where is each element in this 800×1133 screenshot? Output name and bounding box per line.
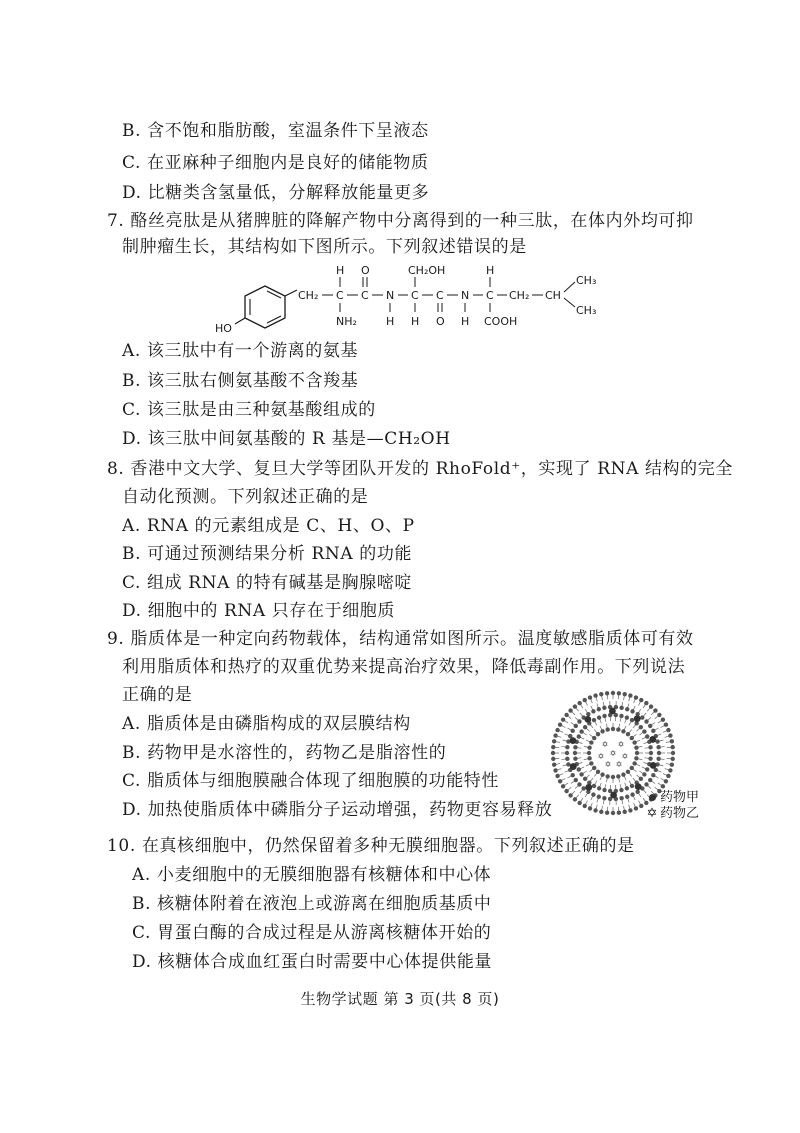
phospholipid-head: [670, 739, 674, 743]
q8-option-a: A. RNA 的元素组成是 C、H、O、P: [122, 516, 415, 536]
phospholipid-head: [656, 745, 660, 749]
phospholipid-head: [666, 728, 670, 732]
phospholipid-head: [591, 792, 595, 796]
phospholipid-head: [628, 808, 632, 812]
phospholipid-head: [599, 810, 603, 814]
phospholipid-head: [579, 772, 583, 776]
phospholipid-head: [577, 801, 581, 805]
phospholipid-head: [561, 717, 565, 721]
phospholipid-head: [632, 761, 636, 765]
phospholipid-head: [630, 736, 634, 740]
phospholipid-head: [648, 778, 652, 782]
phospholipid-head: [553, 733, 557, 737]
phospholipid-head: [564, 713, 568, 717]
carbonyl-carbon-2: C: [436, 289, 444, 302]
nh2-group: NH₂: [336, 315, 357, 328]
phospholipid-head: [553, 768, 557, 772]
drug-b-star-icon: ✡: [646, 806, 658, 821]
phospholipid-head: [648, 724, 652, 728]
phospholipid-head: [565, 745, 569, 749]
phospholipid-head: [592, 766, 596, 770]
q7-stem-line1: 7. 酪丝亮肽是从猪脾脏的降解产物中分离得到的一种三肽，在体内外均可抑: [107, 211, 694, 231]
phospholipid-head: [630, 792, 634, 796]
ch2oh-group: CH₂OH: [408, 264, 446, 277]
phospholipid-head: [583, 804, 587, 808]
q9-option-a: A. 脂质体是由磷脂构成的双层膜结构: [122, 714, 411, 734]
phospholipid-head: [619, 796, 623, 800]
drug-a-dot: [569, 737, 576, 744]
phospholipid-head: [651, 729, 655, 733]
q10-option-a: A. 小麦细胞中的无膜细胞器有核糖体和中心体: [132, 865, 492, 885]
q9-stem-line1: 9. 脂质体是一种定向药物载体，结构通常如图所示。温度敏感脂质体可有效: [107, 629, 694, 649]
phospholipid-head: [628, 693, 632, 697]
phospholipid-head: [573, 751, 577, 755]
q10-option-b: B. 核糖体附着在液泡上或游离在细胞质基质中: [132, 894, 492, 914]
q9-option-c: C. 脂质体与细胞膜融合体现了细胞膜的功能特性: [122, 771, 500, 791]
phospholipid-head: [564, 789, 568, 793]
benzene-ring: [245, 286, 285, 328]
phospholipid-head: [657, 751, 661, 755]
phospholipid-head: [664, 723, 668, 727]
phospholipid-head: [589, 740, 593, 744]
phospholipid-head: [625, 707, 629, 711]
phospholipid-head: [592, 718, 596, 722]
phospholipid-head: [648, 745, 652, 749]
phospholipid-head: [596, 770, 600, 774]
phospholipid-head: [616, 774, 620, 778]
phospholipid-head: [657, 713, 661, 717]
phospholipid-head: [592, 784, 596, 788]
phospholipid-head: [577, 719, 581, 723]
phospholipid-head: [621, 729, 625, 733]
phospholipid-head: [583, 777, 587, 781]
q9-option-b: B. 药物甲是水溶性的，药物乙是脂溶性的: [122, 743, 447, 763]
drug-a-dot-icon: [649, 794, 656, 801]
phospholipid-head: [605, 691, 609, 695]
phospholipid-head: [670, 763, 674, 767]
drug-a-dot: [585, 784, 592, 791]
q8-option-c: C. 组成 RNA 的特有碱基是胸腺嘧啶: [122, 573, 412, 593]
phospholipid-head: [555, 728, 559, 732]
phospholipid-head: [668, 733, 672, 737]
phospholipid-head: [642, 772, 646, 776]
phospholipid-head: [611, 775, 615, 779]
phospholipid-head: [642, 729, 646, 733]
phospholipid-head: [661, 784, 665, 788]
phospholipid-head: [593, 808, 597, 812]
q8-option-b: B. 可通过预测结果分析 RNA 的功能: [122, 544, 413, 564]
legend-drug-a-label: 药物甲: [660, 790, 700, 805]
phospholipid-head: [645, 734, 649, 738]
phospholipid-head: [611, 727, 615, 731]
phospholipid-head: [577, 734, 581, 738]
phospholipid-head: [625, 715, 629, 719]
phospholipid-head: [671, 751, 675, 755]
q9-stem-line2: 利用脂质体和热疗的双重优势来提高治疗效果，降低毒副作用。下列说法: [122, 657, 686, 677]
phospholipid-head: [639, 725, 643, 729]
phospholipid-head: [644, 701, 648, 705]
h-bottom-3: H: [461, 315, 470, 328]
drug-b-star: ✡: [615, 760, 623, 769]
alpha-carbon-1: C: [336, 289, 344, 302]
phospholipid-head: [565, 751, 569, 755]
phospholipid-head: [551, 745, 555, 749]
phospholipid-head: [588, 806, 592, 810]
phospholipid-head: [602, 706, 606, 710]
phospholipid-head: [648, 756, 652, 760]
phospholipid-head: [605, 774, 609, 778]
alpha-carbon-3: C: [486, 289, 494, 302]
phospholipid-head: [632, 740, 636, 744]
o-bottom: O: [436, 315, 445, 328]
phospholipid-head: [555, 774, 559, 778]
phospholipid-head: [577, 782, 581, 786]
drug-b-star: ✡: [601, 740, 609, 749]
phospholipid-head: [666, 774, 670, 778]
phospholipid-head: [558, 723, 562, 727]
phospholipid-head: [623, 692, 627, 696]
phospholipid-head: [639, 804, 643, 808]
phospholipid-head: [577, 767, 581, 771]
h-bottom-2: H: [411, 315, 420, 328]
q10-option-c: C. 胃蛋白酶的合成过程是从游离核糖体开始的: [132, 923, 492, 943]
phospholipid-head: [619, 706, 623, 710]
phospholipid-head: [600, 772, 604, 776]
phospholipid-head: [591, 709, 595, 713]
phospholipid-head: [573, 756, 577, 760]
phospholipid-head: [619, 714, 623, 718]
phospholipid-head: [593, 693, 597, 697]
drug-b-star: ✡: [621, 752, 629, 761]
phospholipid-head: [558, 779, 562, 783]
phospholipid-head: [570, 729, 574, 733]
phospholipid-head: [597, 786, 601, 790]
tripeptide-structure-diagram: [205, 262, 625, 340]
phospholipid-head: [630, 718, 634, 722]
phospholipid-head: [617, 691, 621, 695]
phospholipid-head: [597, 795, 601, 799]
phospholipid-head: [586, 712, 590, 716]
phospholipid-head: [597, 707, 601, 711]
q7-option-d: D. 该三肽中间氨基酸的 R 基是—CH₂OH: [122, 429, 451, 449]
phospholipid-head: [664, 779, 668, 783]
q10-option-d: D. 核糖体合成血红蛋白时需要中心体提供能量: [132, 952, 493, 972]
phospholipid-head: [600, 729, 604, 733]
phospholipid-head: [574, 724, 578, 728]
phospholipid-head: [583, 698, 587, 702]
q7-option-b: B. 该三肽右侧氨基酸不含羧基: [122, 371, 359, 391]
phospholipid-head: [597, 715, 601, 719]
drug-b-star: ✡: [604, 760, 612, 769]
phospholipid-head: [605, 727, 609, 731]
drug-b-molecules: [598, 740, 629, 769]
q6-option-d: D. 比糖类含氢量低，分解释放能量更多: [122, 183, 430, 203]
phospholipid-head: [588, 695, 592, 699]
phospholipid-head: [589, 761, 593, 765]
phospholipid-head: [625, 786, 629, 790]
legend-drug-b: [646, 806, 699, 822]
q8-option-d: D. 细胞中的 RNA 只存在于细胞质: [122, 601, 395, 621]
phospholipid-head: [639, 777, 643, 781]
phospholipid-head: [634, 695, 638, 699]
ho-group: HO: [215, 322, 232, 335]
o-top-1: O: [361, 264, 370, 277]
peptide-nitrogen-2: N: [461, 289, 470, 302]
phospholipid-head: [644, 719, 648, 723]
cooh-group: COOH: [484, 315, 518, 328]
phospholipid-head: [581, 786, 585, 790]
phospholipid-head: [573, 704, 577, 708]
phospholipid-head: [671, 745, 675, 749]
phospholipid-head: [661, 717, 665, 721]
drug-a-dot: [650, 762, 657, 769]
drug-a-dot: [635, 783, 642, 790]
phospholipid-head: [583, 725, 587, 729]
phospholipid-head: [634, 745, 638, 749]
phospholipid-head: [645, 767, 649, 771]
q9-option-d: D. 加热使脂质体中磷脂分子运动增强，药物更容易释放: [122, 800, 553, 820]
phospholipid-head: [668, 768, 672, 772]
phospholipid-head: [551, 757, 555, 761]
q6-option-c: C. 在亚麻种子细胞内是良好的储能物质: [122, 153, 429, 173]
phospholipid-head: [602, 714, 606, 718]
carbonyl-carbon-1: C: [361, 289, 369, 302]
phospholipid-head: [552, 763, 556, 767]
phospholipid-head: [611, 691, 615, 695]
drug-b-star: ✡: [617, 740, 625, 749]
q7-option-a: A. 该三肽中有一个游离的氨基: [122, 341, 359, 361]
phospholipid-head: [623, 810, 627, 814]
phospholipid-head: [635, 790, 639, 794]
phospholipid-head: [630, 784, 634, 788]
phospholipid-head: [577, 701, 581, 705]
phospholipid-head: [599, 692, 603, 696]
phospholipid-head: [561, 784, 565, 788]
phospholipid-head: [587, 751, 591, 755]
phospholipid-head: [602, 788, 606, 792]
phospholipid-head: [621, 772, 625, 776]
phospholipid-head: [644, 782, 648, 786]
drug-a-dot: [610, 792, 617, 799]
phospholipid-head: [630, 766, 634, 770]
ch3-upper: CH₃: [576, 274, 597, 287]
q10-stem: 10. 在真核细胞中，仍然保留着多种无膜细胞器。下列叙述正确的是: [107, 836, 635, 856]
phospholipid-head: [626, 770, 630, 774]
q7-stem-line2: 制肿瘤生长，其结构如下图所示。下列叙述错误的是: [122, 237, 527, 257]
phospholipid-head: [552, 739, 556, 743]
phospholipid-head: [573, 797, 577, 801]
phospholipid-head: [602, 796, 606, 800]
drug-a-dot: [609, 708, 616, 715]
h-top-1: H: [336, 264, 345, 277]
q8-stem-line1: 8. 香港中文大学、复旦大学等团队开发的 RhoFold⁺，实现了 RNA 结构的完全: [107, 459, 733, 479]
ch-group: CH: [545, 289, 561, 302]
drug-b-star: ✡: [597, 752, 605, 761]
phospholipid-head: [592, 736, 596, 740]
phospholipid-head: [565, 757, 569, 761]
phospholipid-head: [605, 811, 609, 815]
phospholipid-head: [619, 788, 623, 792]
drug-a-dot: [634, 715, 641, 722]
ch2-left: CH₂: [298, 289, 319, 302]
phospholipid-head: [587, 745, 591, 749]
q8-stem-line2: 自动化预测。下列叙述正确的是: [122, 487, 369, 507]
drug-b-star: ✡: [609, 749, 617, 758]
peptide-nitrogen-1: N: [386, 289, 395, 302]
drug-a-dot: [649, 736, 656, 743]
legend-drug-b-label: 药物乙: [660, 806, 700, 821]
phospholipid-head: [611, 811, 615, 815]
phospholipid-head: [651, 773, 655, 777]
phospholipid-head: [568, 708, 572, 712]
q6-option-b: B. 含不饱和脂肪酸，室温条件下呈液态: [122, 121, 429, 141]
h-bottom-1: H: [386, 315, 395, 328]
q7-option-c: C. 该三肽是由三种氨基酸组成的: [122, 400, 376, 420]
phospholipid-head: [574, 778, 578, 782]
alpha-carbon-2: C: [411, 289, 419, 302]
phospholipid-head: [639, 698, 643, 702]
q9-stem-line3: 正确的是: [122, 685, 193, 705]
phospholipid-head: [579, 729, 583, 733]
phospholipid-head: [635, 751, 639, 755]
phospholipid-head: [573, 745, 577, 749]
phospholipid-head: [568, 793, 572, 797]
phospholipid-head: [634, 806, 638, 810]
phospholipid-head: [625, 795, 629, 799]
phospholipid-head: [626, 732, 630, 736]
phospholipid-head: [616, 727, 620, 731]
phospholipid-head: [587, 756, 591, 760]
phospholipid-head: [640, 715, 644, 719]
phospholipid-head: [653, 708, 657, 712]
phospholipid-head: [596, 732, 600, 736]
page-footer: 生物学试题 第 3 页(共 8 页): [300, 990, 500, 1008]
phospholipid-head: [656, 757, 660, 761]
ch3-lower: CH₃: [576, 304, 597, 317]
phospholipid-head: [634, 756, 638, 760]
ch2-right: CH₂: [509, 289, 530, 302]
h-top-2: H: [486, 264, 495, 277]
phospholipid-head: [570, 773, 574, 777]
phospholipid-head: [649, 751, 653, 755]
drug-a-dot: [570, 763, 577, 770]
drug-a-dot: [584, 716, 591, 723]
phospholipid-head: [617, 811, 621, 815]
phospholipid-head: [671, 757, 675, 761]
phospholipid-head: [551, 751, 555, 755]
legend-drug-a: [646, 790, 699, 806]
phospholipid-head: [630, 709, 634, 713]
phospholipid-head: [649, 704, 653, 708]
